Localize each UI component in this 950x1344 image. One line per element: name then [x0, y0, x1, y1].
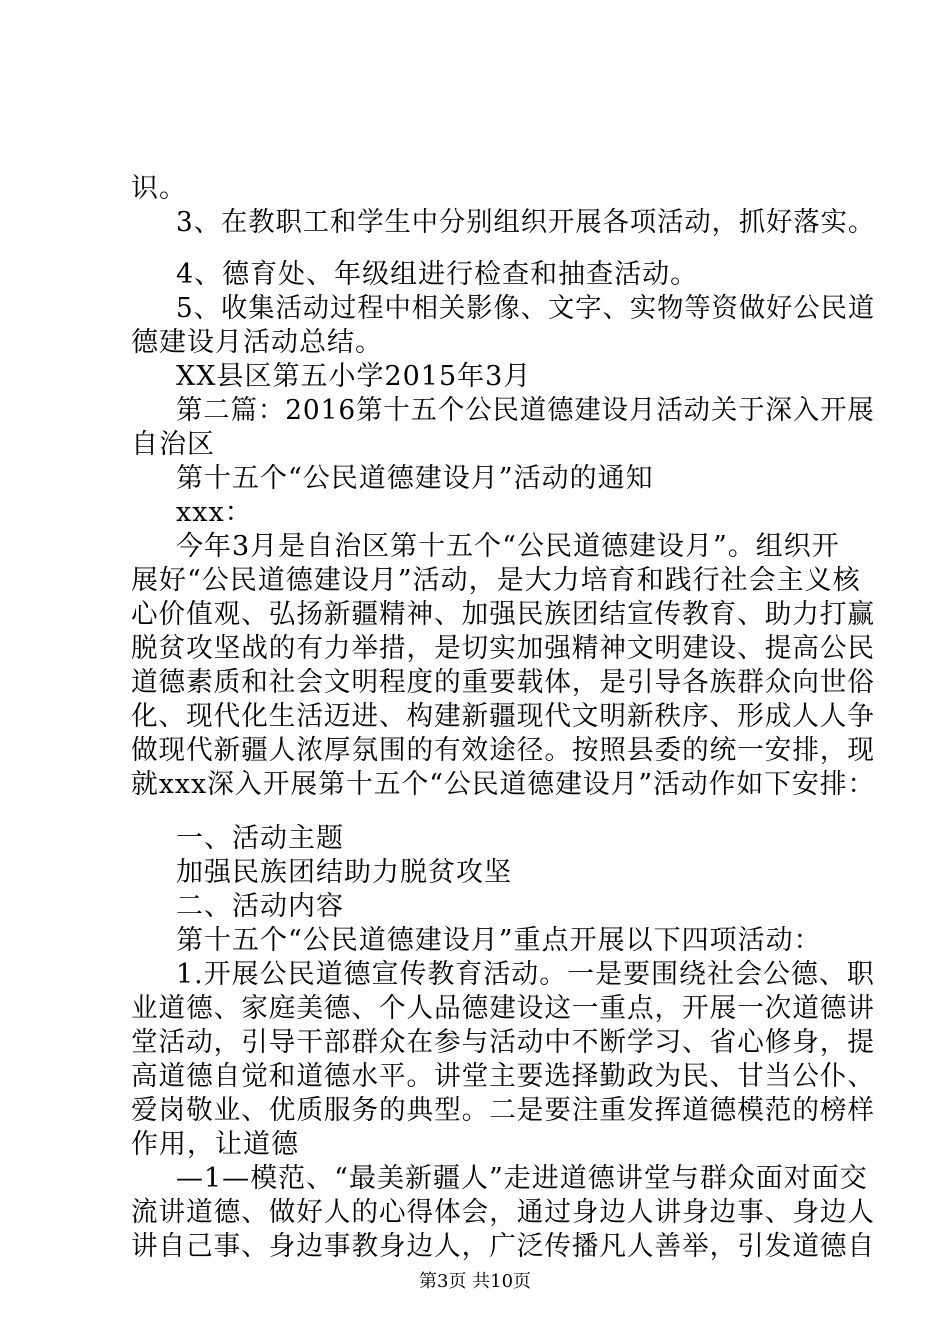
text-line: 就xxx深入开展第十五个“公民道德建设月”活动作如下安排：	[131, 769, 876, 800]
page-number-footer: 第3页 共10页	[418, 1271, 532, 1292]
text-line: 展好“公民道德建设月”活动，是大力培育和践行社会主义核	[131, 565, 861, 596]
text-line: 高道德自觉和道德水平。讲堂主要选择勤政为民、甘当公仆、	[131, 1061, 875, 1092]
text-line: 作用，让道德	[131, 1129, 299, 1160]
text-line: 3、在教职工和学生中分别组织开展各项活动，抓好落实。	[176, 207, 876, 238]
text-line: 爱岗敬业、优质服务的典型。二是要注重发挥道德模范的榜样	[131, 1095, 875, 1126]
text-line: 今年3月是自治区第十五个“公民道德建设月”。组织开	[176, 531, 840, 562]
text-line: 化、现代化生活迈进、构建新疆现代文明新秩序、形成人人争	[131, 701, 875, 732]
text-line: 流讲道德、做好人的心得体会，通过身边人讲身边事、身边人	[131, 1197, 875, 1228]
text-line: —1—模范、“最美新疆人”走进道德讲堂与群众面对面交	[176, 1163, 868, 1194]
text-line: 1.开展公民道德宣传教育活动。一是要围绕社会公德、职	[176, 959, 875, 990]
text-line: XX县区第五小学2015年3月	[176, 361, 532, 392]
text-line: 道德素质和社会文明程度的重要载体，是引导各族群众向世俗	[131, 667, 875, 698]
text-line: 脱贫攻坚战的有力举措，是切实加强精神文明建设、提高公民	[131, 633, 875, 664]
text-line: 做现代新疆人浓厚氛围的有效途径。按照县委的统一安排，现	[131, 735, 875, 766]
text-line: 4、德育处、年级组进行检查和抽查活动。	[176, 259, 699, 290]
text-line: 加强民族团结助力脱贫攻坚	[176, 857, 512, 888]
text-line: 二、活动内容	[176, 891, 344, 922]
text-line: 识。	[131, 173, 187, 204]
text-line: 第二篇：2016第十五个公民道德建设月活动关于深入开展	[176, 395, 875, 426]
text-line: 一、活动主题	[176, 823, 344, 854]
text-line: 业道德、家庭美德、个人品德建设这一重点，开展一次道德讲	[131, 993, 875, 1024]
text-line: 自治区	[131, 429, 215, 460]
text-line: 心价值观、弘扬新疆精神、加强民族团结宣传教育、助力打赢	[131, 599, 875, 630]
text-line: 第十五个“公民道德建设月”活动的通知	[176, 463, 654, 494]
text-line: 第十五个“公民道德建设月”重点开展以下四项活动：	[176, 925, 822, 956]
text-line: 5、收集活动过程中相关影像、文字、实物等资做好公民道	[176, 293, 876, 324]
text-line: xxx：	[176, 497, 253, 528]
text-line: 德建设月活动总结。	[131, 327, 383, 358]
text-line: 堂活动，引导干部群众在参与活动中不断学习、省心修身，提	[131, 1027, 875, 1058]
text-line: 讲自己事、身边事教身边人，广泛传播凡人善举，引发道德自	[131, 1231, 875, 1262]
